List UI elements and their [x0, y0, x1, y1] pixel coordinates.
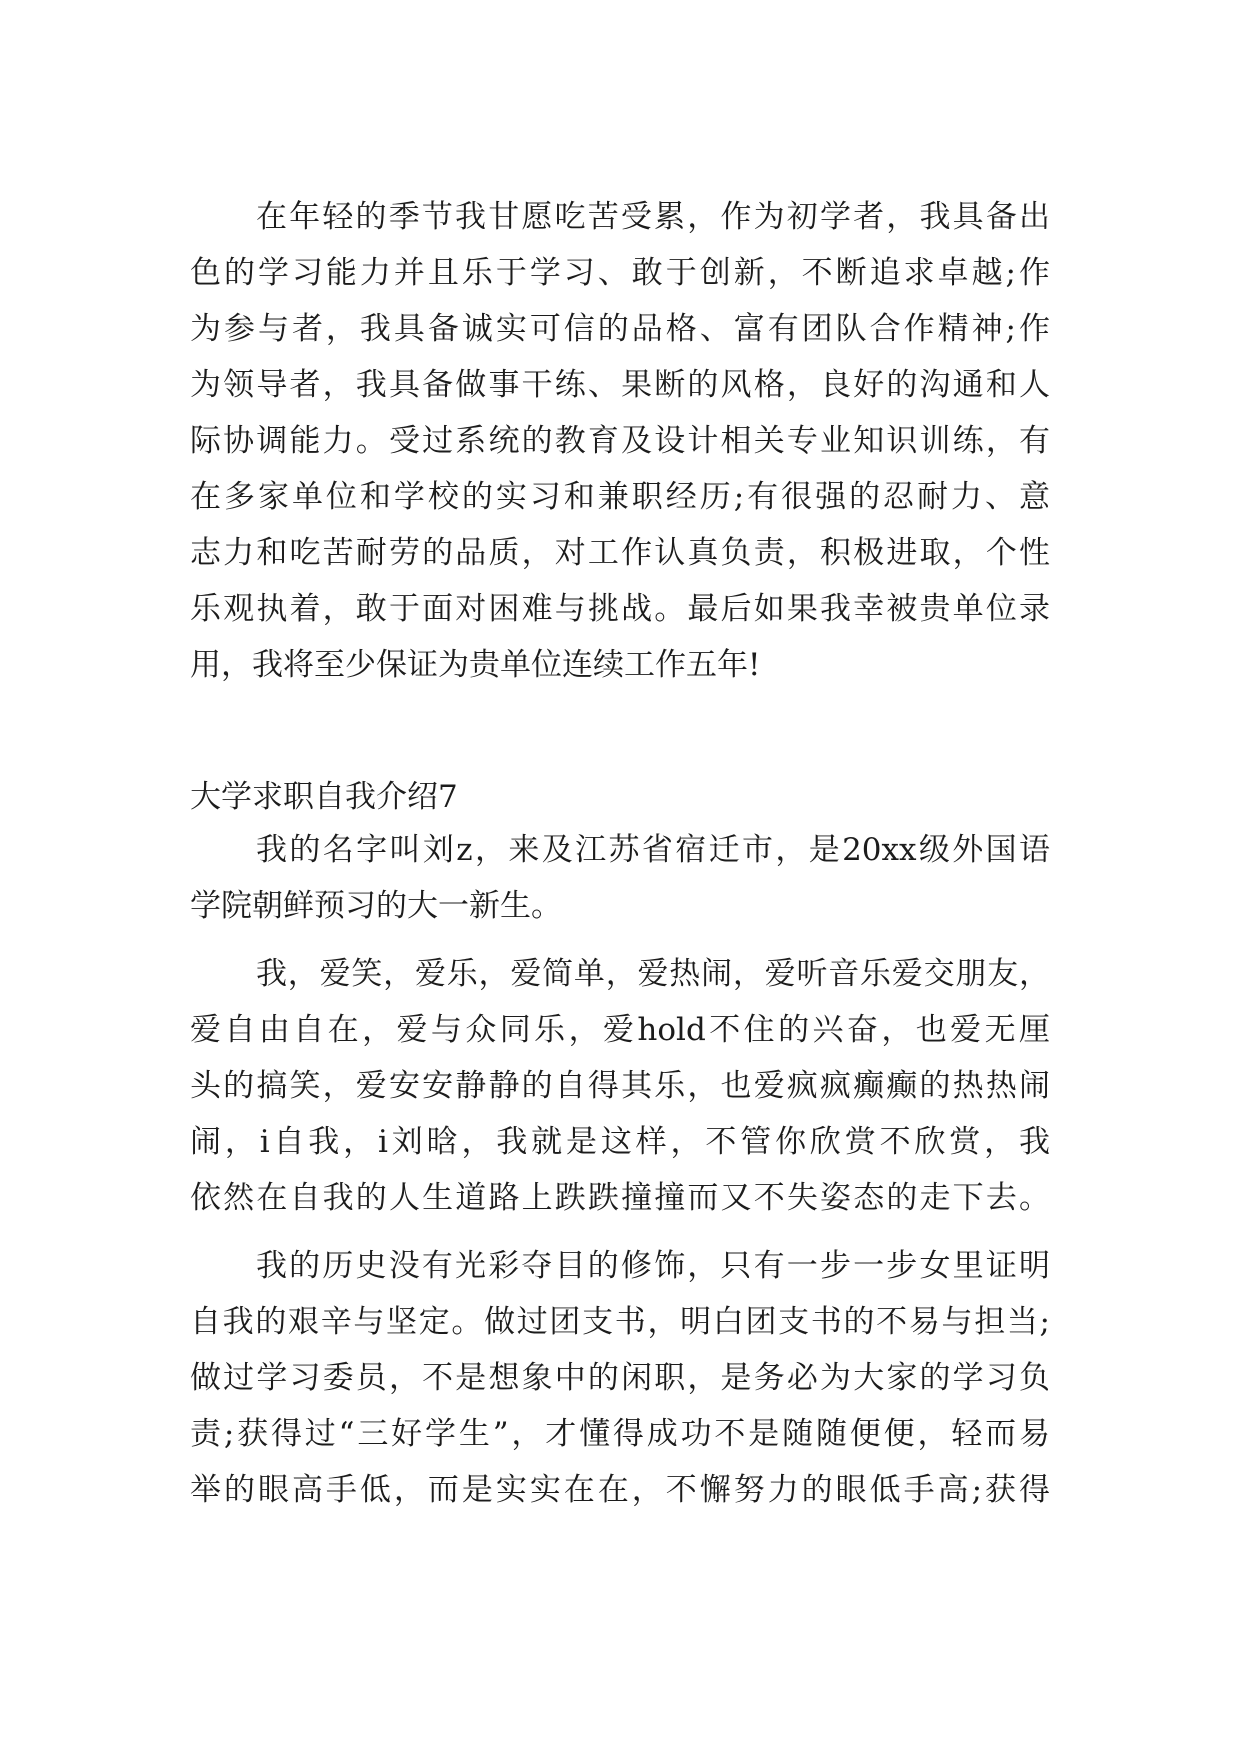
text-line: 依然在自我的人生道路上跌跌撞撞而又不失姿态的走下去。: [190, 1180, 1050, 1216]
text-line: 爱自由自在，爱与众同乐，爱hold不住的兴奋，也爱无厘: [190, 1012, 1050, 1048]
text-line: 为领导者，我具备做事干练、果断的风格，良好的沟通和人: [190, 367, 1050, 403]
text-line: 际协调能力。受过系统的教育及设计相关专业知识训练，有: [190, 423, 1050, 459]
section-heading: 大学求职自我介绍7: [190, 779, 458, 815]
text-line: 举的眼高手低，而是实实在在，不懈努力的眼低手高;获得: [190, 1472, 1050, 1508]
text-line: 自我的艰辛与坚定。做过团支书，明白团支书的不易与担当;: [190, 1304, 1050, 1340]
text-line: 做过学习委员，不是想象中的闲职，是务必为大家的学习负: [190, 1360, 1050, 1396]
text-line: 我，爱笑，爱乐，爱简单，爱热闹，爱听音乐爱交朋友，: [256, 956, 1050, 992]
text-line: 志力和吃苦耐劳的品质，对工作认真负责，积极进取，个性: [190, 535, 1050, 571]
text-line: 责;获得过“三好学生”，才懂得成功不是随随便便，轻而易: [190, 1416, 1050, 1452]
text-line: 用，我将至少保证为贵单位连续工作五年!: [190, 647, 761, 683]
text-line: 乐观执着，敢于面对困难与挑战。最后如果我幸被贵单位录: [190, 591, 1050, 627]
text-line: 我的名字叫刘z，来及江苏省宿迁市，是20xx级外国语: [256, 832, 1050, 868]
text-line: 学院朝鲜预习的大一新生。: [190, 888, 562, 924]
text-line: 闹，i自我，i刘晗，我就是这样，不管你欣赏不欣赏，我: [190, 1124, 1050, 1160]
text-line: 头的搞笑，爱安安静静的自得其乐，也爱疯疯癫癫的热热闹: [190, 1068, 1050, 1104]
text-line: 色的学习能力并且乐于学习、敢于创新，不断追求卓越;作: [190, 255, 1050, 291]
text-line: 在年轻的季节我甘愿吃苦受累，作为初学者，我具备出: [256, 199, 1050, 235]
text-line: 为参与者，我具备诚实可信的品格、富有团队合作精神;作: [190, 311, 1050, 347]
text-line: 我的历史没有光彩夺目的修饰，只有一步一步女里证明: [256, 1248, 1050, 1284]
text-line: 在多家单位和学校的实习和兼职经历;有很强的忍耐力、意: [190, 479, 1050, 515]
